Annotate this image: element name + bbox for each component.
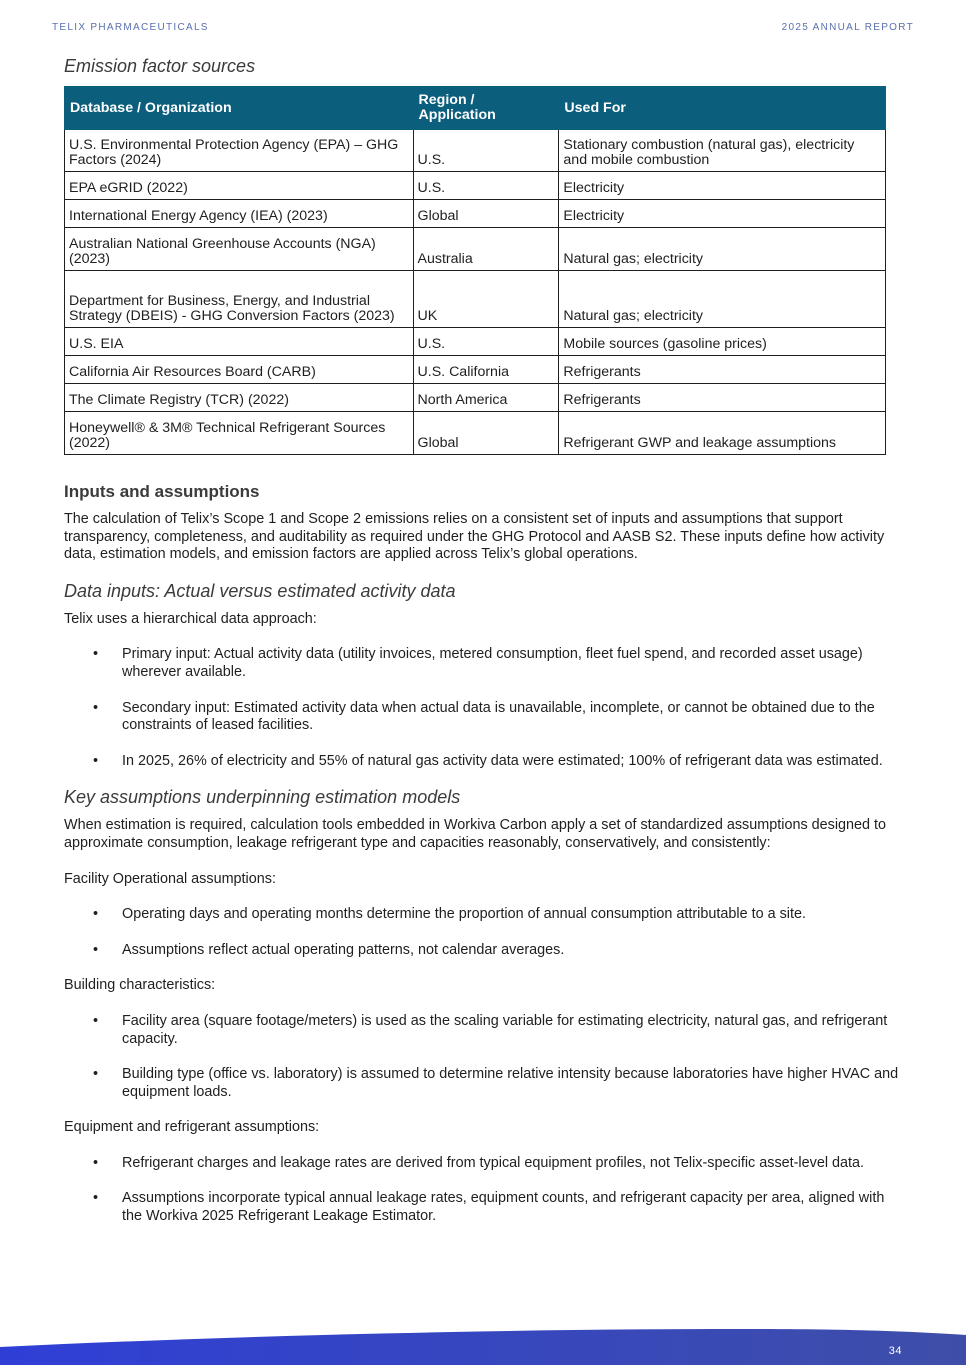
table-cell: Electricity bbox=[559, 172, 886, 200]
table-cell: Australia bbox=[413, 228, 559, 271]
list-item: • Facility area (square footage/meters) is used as the scaling variable for estimating electricity, natural gas, and refrigerant capacity. bbox=[64, 1013, 902, 1048]
table-cell: Electricity bbox=[559, 200, 886, 228]
table-cell: U.S. bbox=[413, 328, 559, 356]
facility-list bbox=[64, 906, 902, 959]
equipment-label: Equipment and refrigerant assumptions: bbox=[64, 1119, 320, 1136]
list-item: • Refrigerant charges and leakage rates are derived from typical equipment profiles, not Telix-specific asset-level data. bbox=[64, 1155, 902, 1173]
table-cell: U.S. Environmental Protection Agency (EPA) – GHG Factors (2024) bbox=[65, 130, 414, 172]
header-company: TELIX PHARMACEUTICALS bbox=[52, 22, 209, 33]
inputs-heading: Inputs and assumptions bbox=[64, 482, 260, 501]
table-cell: North America bbox=[413, 384, 559, 412]
key-assumptions-heading: Key assumptions underpinning estimation models bbox=[64, 787, 461, 808]
building-list bbox=[64, 1013, 902, 1101]
footer-wave bbox=[0, 1325, 966, 1365]
page-number: 34 bbox=[888, 1345, 902, 1357]
table-cell: Stationary combustion (natural gas), electricity and mobile combustion bbox=[559, 130, 886, 172]
list-item: • Primary input: Actual activity data (utility invoices, metered consumption, fleet fuel spend, and recorded asset usage) wherever available. bbox=[64, 646, 902, 681]
list-item: • Operating days and operating months determine the proportion of annual consumption attributable to a site. bbox=[64, 906, 902, 924]
list-item: • Building type (office vs. laboratory) is assumed to determine relative intensity because laboratories have higher HVAC and equipment loads. bbox=[64, 1066, 902, 1101]
table-cell: UK bbox=[413, 271, 559, 328]
inputs-paragraph: The calculation of Telix’s Scope 1 and Scope 2 emissions relies on a consistent set of inputs and assumptions that support transparency, completeness, and auditability as required under the GHG Protocol and AASB S2. These inputs define how activity data, estimation models, and emission factors are applied across Telix’s global operations. bbox=[64, 511, 885, 563]
facility-label: Facility Operational assumptions: bbox=[64, 870, 276, 887]
table-row bbox=[65, 356, 886, 384]
table-cell: Natural gas; electricity bbox=[559, 228, 886, 271]
table-row bbox=[65, 200, 886, 228]
column-header-database: Database / Organization bbox=[65, 87, 414, 130]
table-cell: Mobile sources (gasoline prices) bbox=[559, 328, 886, 356]
emission-sources-table bbox=[64, 86, 886, 455]
table-cell: Refrigerant GWP and leakage assumptions bbox=[559, 412, 886, 455]
table-cell: U.S. California bbox=[413, 356, 559, 384]
table-row bbox=[65, 130, 886, 172]
equipment-list bbox=[64, 1155, 902, 1226]
emission-sources-heading: Emission factor sources bbox=[64, 56, 256, 76]
table-cell: Department for Business, Energy, and Industrial Strategy (DBEIS) - GHG Conversion Factors (2023) bbox=[65, 271, 414, 328]
table-row bbox=[65, 384, 886, 412]
table-cell: U.S. EIA bbox=[65, 328, 414, 356]
table-cell: EPA eGRID (2022) bbox=[65, 172, 414, 200]
table-row bbox=[65, 412, 886, 455]
data-inputs-intro: Telix uses a hierarchical data approach: bbox=[64, 610, 317, 627]
table-cell: U.S. bbox=[413, 130, 559, 172]
key-assumptions-intro: When estimation is required, calculation tools embedded in Workiva Carbon apply a set of standardized assumptions designed to approximate consumption, leakage refrigerant type and capacities reasonably, conservatively, and consistently: bbox=[64, 817, 887, 851]
table-cell: International Energy Agency (IEA) (2023) bbox=[65, 200, 414, 228]
table-cell: Global bbox=[413, 200, 559, 228]
table-row bbox=[65, 271, 886, 328]
list-item: • Assumptions reflect actual operating patterns, not calendar averages. bbox=[64, 942, 902, 960]
table-cell: Australian National Greenhouse Accounts (NGA) (2023) bbox=[65, 228, 414, 271]
list-item: • Secondary input: Estimated activity data when actual data is unavailable, incomplete, or cannot be obtained due to the constraints of leased facilities. bbox=[64, 700, 902, 735]
table-cell: Global bbox=[413, 412, 559, 455]
table-row bbox=[65, 172, 886, 200]
building-label: Building characteristics: bbox=[64, 977, 216, 994]
header-report-title: 2025 ANNUAL REPORT bbox=[781, 22, 914, 33]
table-cell: Refrigerants bbox=[559, 356, 886, 384]
column-header-used-for: Used For bbox=[559, 87, 886, 130]
table-cell: Natural gas; electricity bbox=[559, 271, 886, 328]
table-cell: California Air Resources Board (CARB) bbox=[65, 356, 414, 384]
data-inputs-list bbox=[64, 646, 902, 770]
data-inputs-heading: Data inputs: Actual versus estimated activity data bbox=[64, 580, 456, 601]
table-cell: The Climate Registry (TCR) (2022) bbox=[65, 384, 414, 412]
table-cell: Honeywell® & 3M® Technical Refrigerant Sources (2022) bbox=[65, 412, 414, 455]
page-content bbox=[64, 56, 902, 1226]
list-item: • In 2025, 26% of electricity and 55% of natural gas activity data were estimated; 100% of refrigerant data was estimated. bbox=[64, 753, 902, 771]
column-header-region: Region / Application bbox=[413, 87, 559, 130]
table-row bbox=[65, 328, 886, 356]
list-item: • Assumptions incorporate typical annual leakage rates, equipment counts, and refrigerant capacity per area, aligned with the Workiva 2025 Refrigerant Leakage Estimator. bbox=[64, 1190, 902, 1225]
table-cell: Refrigerants bbox=[559, 384, 886, 412]
table-row bbox=[65, 228, 886, 271]
table-cell: U.S. bbox=[413, 172, 559, 200]
table-header-row bbox=[65, 87, 886, 130]
